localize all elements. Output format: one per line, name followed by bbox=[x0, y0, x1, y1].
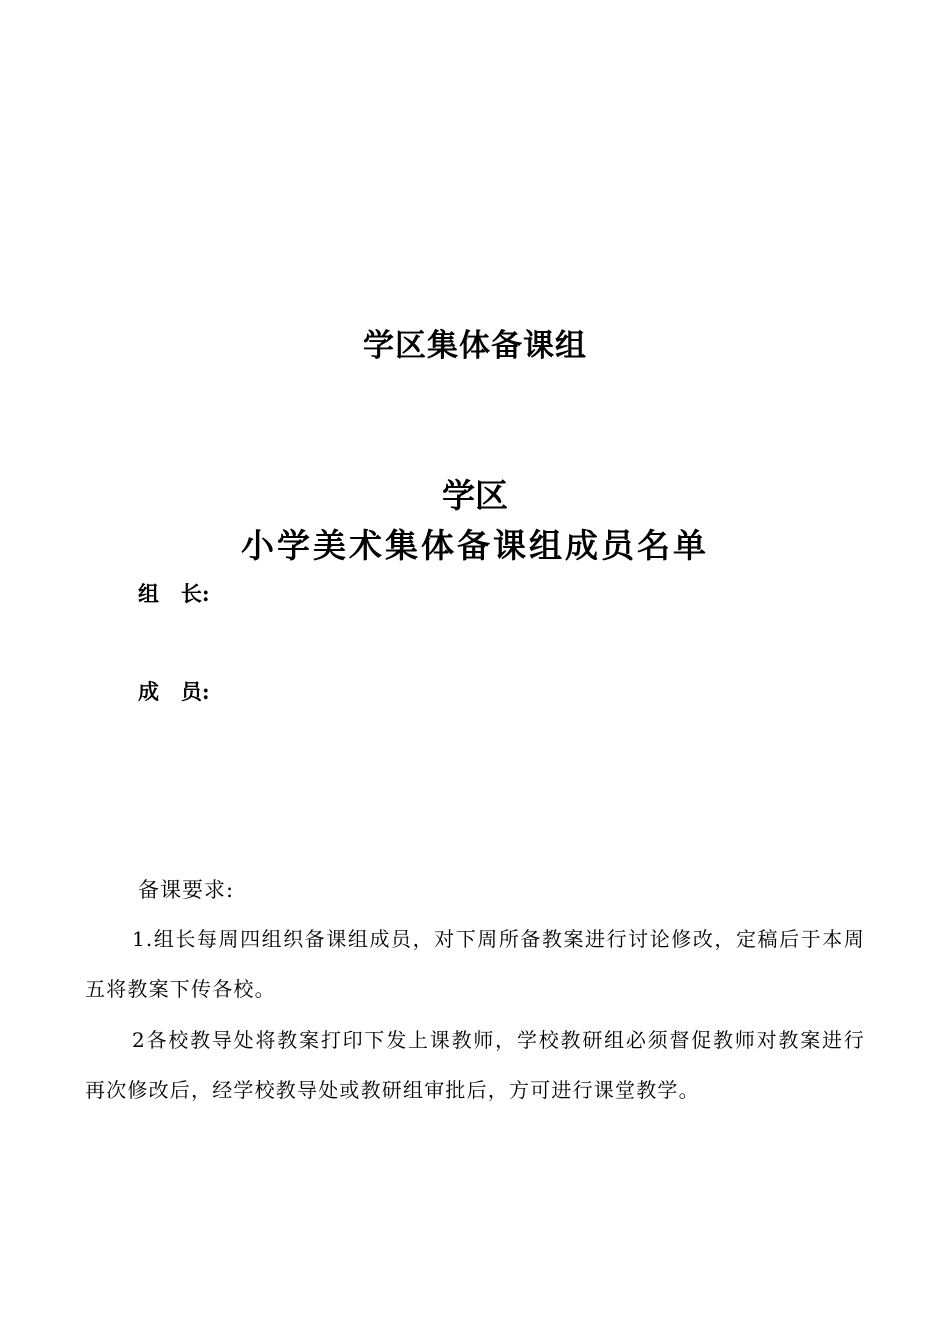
subtitle-district: 学区 bbox=[442, 476, 508, 515]
requirement-item: 1.组长每周四组织备课组成员，对下周所备教案进行讨论修改，定稿后于本周五将教案下传各校。 bbox=[85, 927, 865, 1001]
requirement-item: 2各校教导处将教案打印下发上课教师，学校教研组必须督促教师对教案进行再次修改后，经学校教导处或教研组审批后，方可进行课堂教学。 bbox=[85, 1028, 865, 1102]
subtitle-member-list: 小学美术集体备课组成员名单 bbox=[241, 526, 709, 565]
requirements-heading: 备课要求: bbox=[138, 878, 235, 902]
group-leader-label: 组 长: bbox=[138, 581, 210, 606]
group-members-label: 成 员: bbox=[138, 679, 210, 704]
document-title: 学区集体备课组 bbox=[363, 328, 587, 364]
